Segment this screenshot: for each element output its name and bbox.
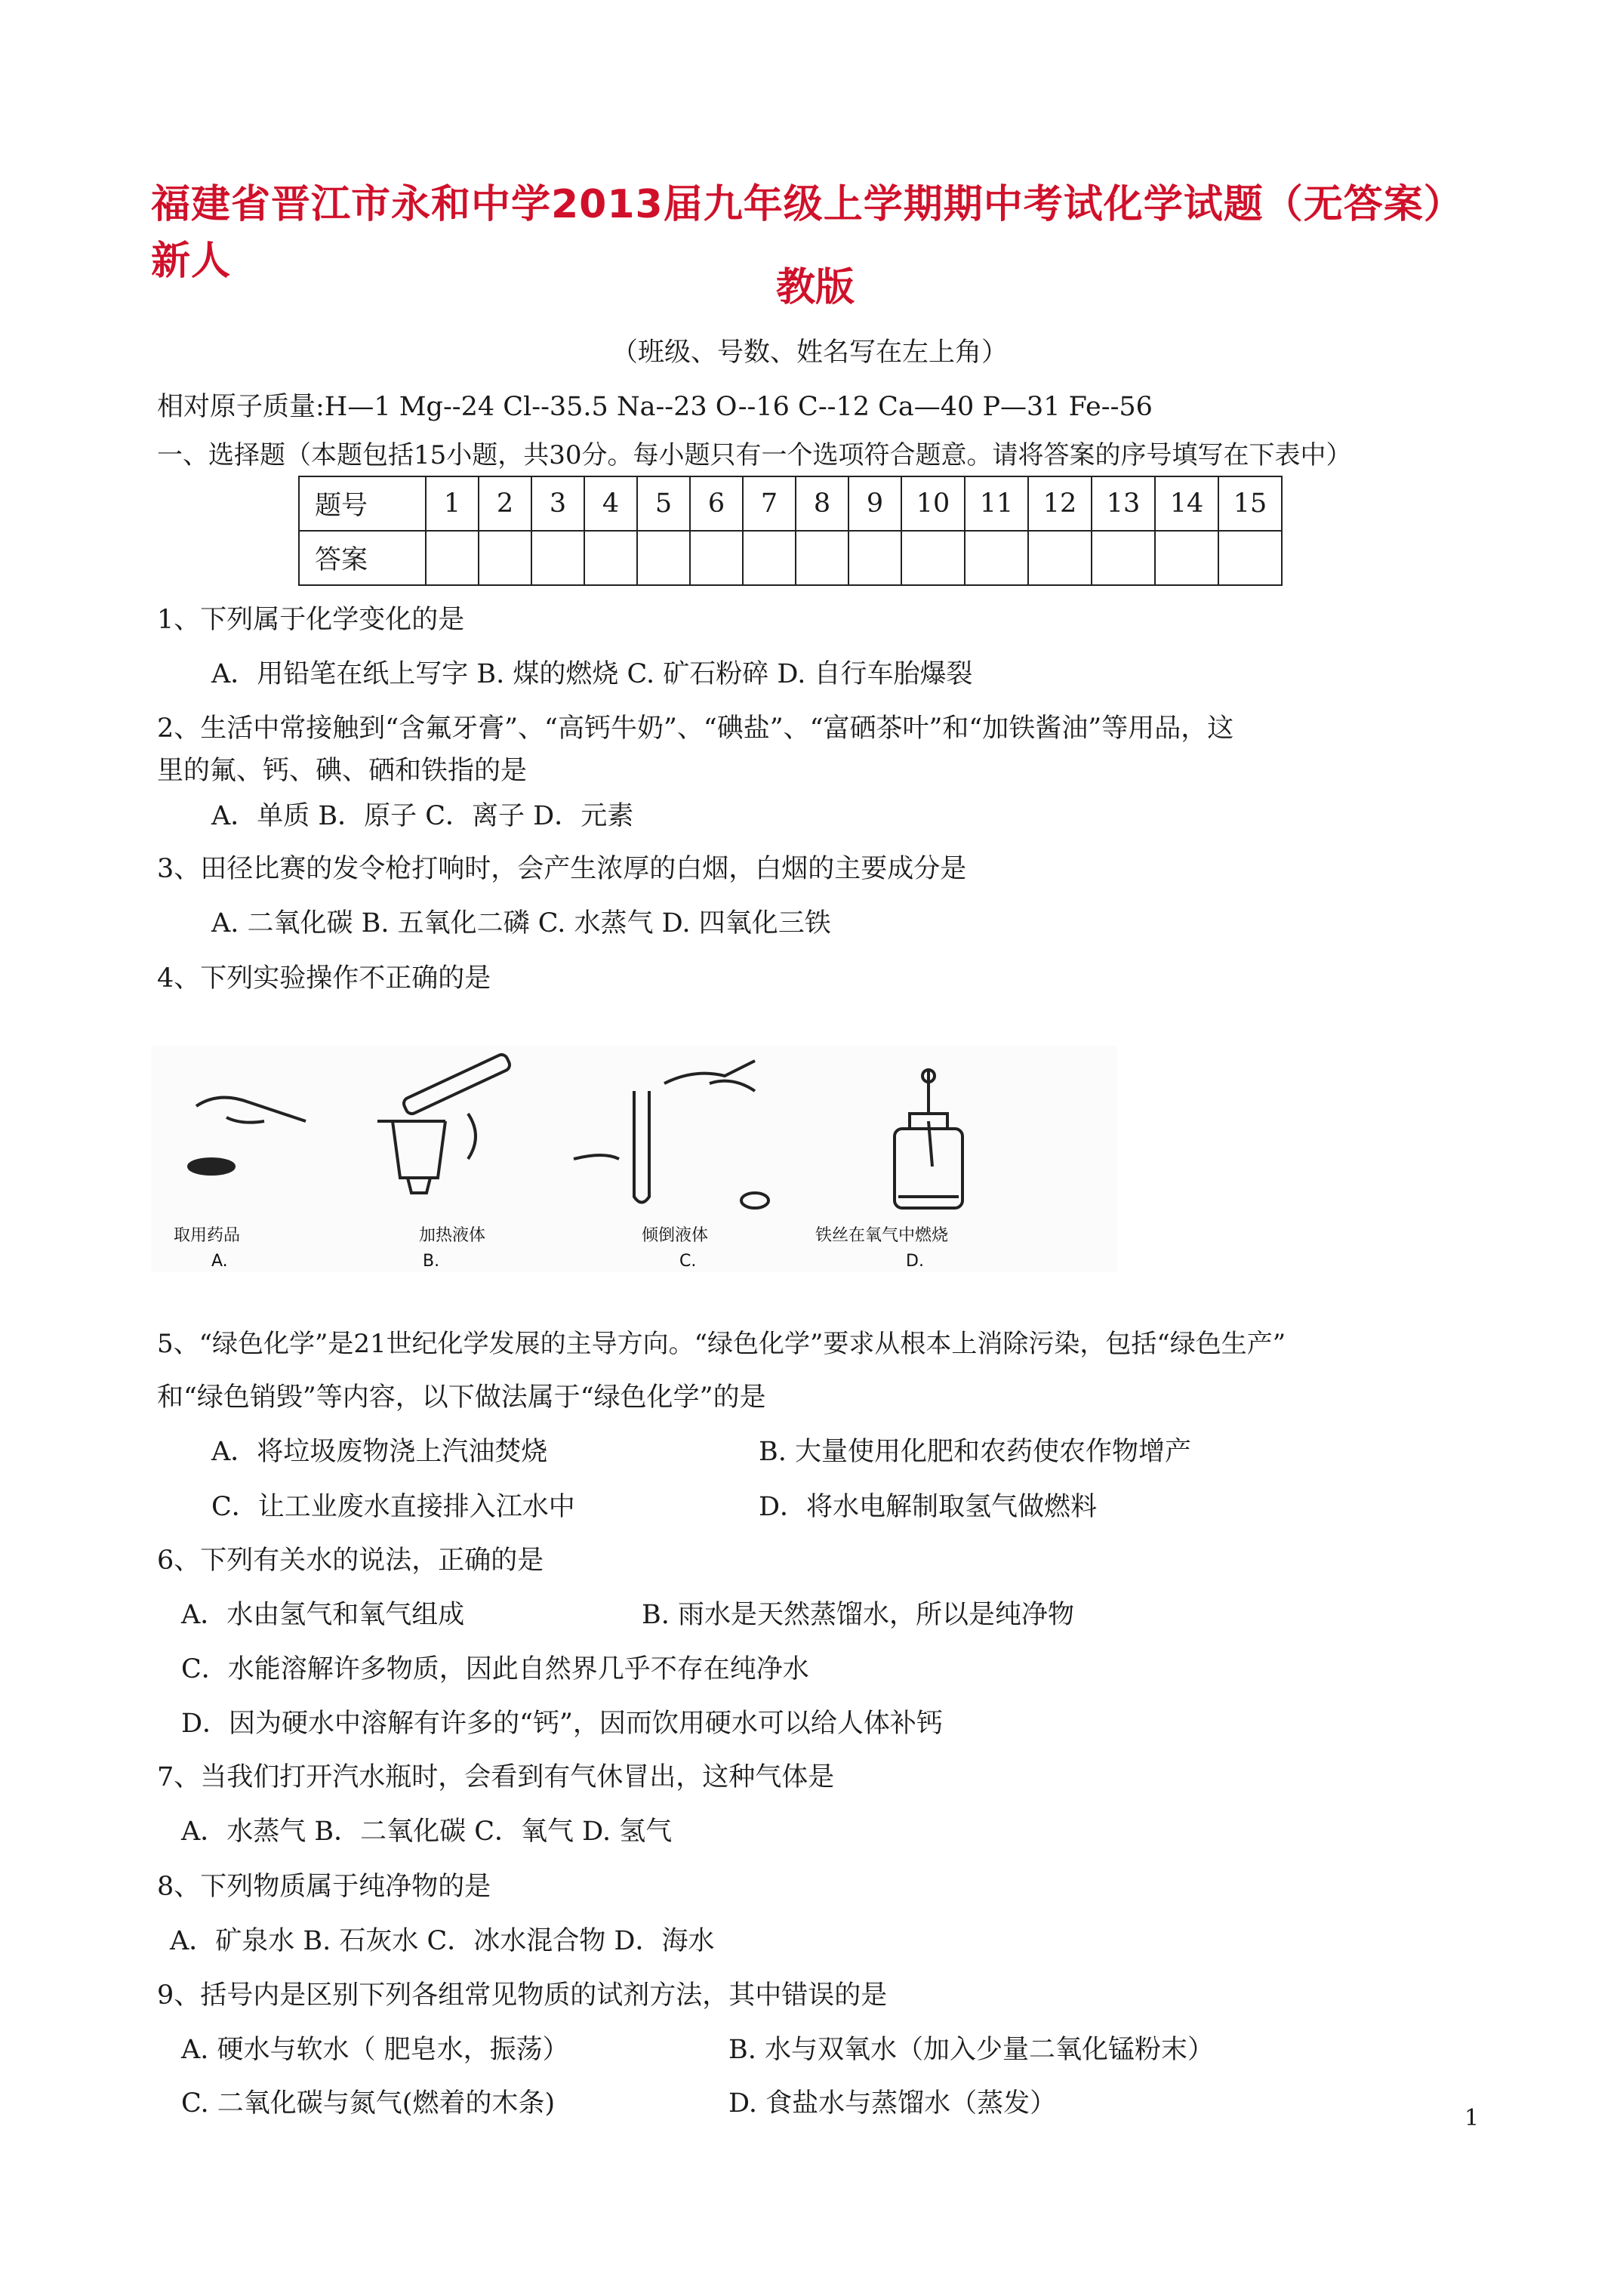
question-7-options: A．水蒸气 B．二氧化碳 C．氧气 D. 氢气	[181, 1817, 673, 1847]
table-number: 14	[1155, 476, 1218, 531]
table-number: 8	[796, 476, 848, 531]
answer-cell[interactable]	[965, 531, 1028, 585]
table-number: 5	[637, 476, 690, 531]
question-5-option-b: B. 大量使用化肥和农药使农作物增产	[759, 1437, 1191, 1467]
exam-title-line2: 教版	[775, 265, 855, 310]
question-9-option-d: D. 食盐水与蒸馏水（蒸发）	[728, 2088, 1057, 2119]
question-6-option-d: D．因为硬水中溶解有许多的“钙”，因而饮用硬水可以给人体补钙	[181, 1709, 943, 1739]
question-5-option-a: A．将垃圾废物浇上汽油焚烧	[211, 1437, 548, 1467]
answer-cell[interactable]	[1155, 531, 1218, 585]
answer-cell[interactable]	[531, 531, 584, 585]
question-9-option-b: B. 水与双氧水（加入少量二氧化锰粉末）	[728, 2035, 1214, 2065]
page-number: 1	[1464, 2105, 1480, 2131]
lab-operations-drawing	[151, 1046, 1117, 1272]
section-heading: 一、选择题（本题包括15小题，共30分。每小题只有一个选项符合题意。请将答案的序号填写在下表中）	[157, 440, 1352, 470]
table-number: 6	[690, 476, 743, 531]
figure-label-b: 加热液体	[419, 1226, 486, 1245]
figure-letter-d: D.	[906, 1252, 924, 1271]
figure-label-d: 铁丝在氧气中燃烧	[815, 1226, 949, 1245]
figure-letter-b: B.	[423, 1252, 440, 1271]
answer-cell[interactable]	[584, 531, 637, 585]
table-number: 11	[965, 476, 1028, 531]
answer-cell[interactable]	[479, 531, 531, 585]
answer-cell[interactable]	[848, 531, 901, 585]
question-2-cont: 里的氟、钙、碘、硒和铁指的是	[157, 756, 528, 786]
table-number: 12	[1028, 476, 1092, 531]
table-number: 7	[743, 476, 796, 531]
answer-cell[interactable]	[901, 531, 965, 585]
question-4: 4、下列实验操作不正确的是	[157, 963, 491, 994]
iron-wire-bottle-icon	[895, 1068, 962, 1208]
answer-cell[interactable]	[796, 531, 848, 585]
table-number: 15	[1218, 476, 1282, 531]
question-8-options: A．矿泉水 B. 石灰水 C．冰水混合物 D．海水	[170, 1926, 715, 1956]
question-1-options: A．用铅笔在纸上写字 B. 煤的燃烧 C. 矿石粉碎 D. 自行车胎爆裂	[211, 659, 973, 689]
answer-cell[interactable]	[1028, 531, 1092, 585]
question-6-option-a: A．水由氢气和氧气组成	[181, 1600, 465, 1630]
lab-operations-figure	[151, 1046, 1117, 1272]
figure-label-c: 倾倒液体	[642, 1226, 709, 1245]
question-5-cont: 和“绿色销毁”等内容，以下做法属于“绿色化学”的是	[157, 1382, 766, 1413]
table-row	[299, 531, 1282, 585]
table-number: 3	[531, 476, 584, 531]
table-label: 答案	[299, 531, 426, 585]
question-5-option-d: D．将水电解制取氢气做燃料	[759, 1492, 1098, 1522]
answer-cell[interactable]	[637, 531, 690, 585]
question-6-option-b: B. 雨水是天然蒸馏水，所以是纯净物	[642, 1600, 1074, 1630]
table-number: 9	[848, 476, 901, 531]
question-5: 5、“绿色化学”是21世纪化学发展的主导方向。“绿色化学”要求从根本上消除污染，包括“绿色生产”	[157, 1329, 1286, 1359]
answer-cell[interactable]	[1092, 531, 1155, 585]
answer-table	[298, 476, 1283, 586]
answer-cell[interactable]	[743, 531, 796, 585]
figure-letter-c: C.	[679, 1252, 697, 1271]
question-9: 9、括号内是区别下列各组常见物质的试剂方法，其中错误的是	[157, 1980, 888, 2011]
question-3-options: A. 二氧化碳 B. 五氧化二磷 C. 水蒸气 D. 四氧化三铁	[211, 908, 831, 938]
heating-tube-icon	[377, 1052, 512, 1193]
answer-cell[interactable]	[1218, 531, 1282, 585]
question-3: 3、田径比赛的发令枪打响时，会产生浓厚的白烟，白烟的主要成分是	[157, 854, 967, 884]
table-number: 2	[479, 476, 531, 531]
header-note: （班级、号数、姓名写在左上角）	[611, 337, 1009, 368]
answer-cell[interactable]	[690, 531, 743, 585]
figure-label-a: 取用药品	[174, 1226, 241, 1245]
question-9-option-c: C. 二氧化碳与氮气(燃着的木条)	[181, 2088, 556, 2119]
question-1: 1、下列属于化学变化的是	[157, 605, 465, 635]
table-label: 题号	[299, 476, 426, 531]
table-number: 4	[584, 476, 637, 531]
figure-letter-a: A.	[211, 1252, 228, 1271]
answer-cell[interactable]	[426, 531, 479, 585]
question-9-option-a: A. 硬水与软水（ 肥皂水，振荡）	[181, 2035, 569, 2065]
pouring-liquid-icon	[574, 1061, 768, 1208]
table-row	[299, 476, 1282, 531]
exam-title: 福建省晋江市永和中学2013届九年级上学期期中考试化学试题（无答案）新人	[151, 182, 1464, 284]
question-7: 7、当我们打开汽水瓶时，会看到有气休冒出，这种气体是	[157, 1762, 835, 1792]
hand-powder-icon	[189, 1098, 306, 1174]
table-number: 13	[1092, 476, 1155, 531]
question-8: 8、下列物质属于纯净物的是	[157, 1872, 491, 1902]
table-number: 1	[426, 476, 479, 531]
atomic-mass-line: 相对原子质量:H—1 Mg--24 Cl--35.5 Na--23 O--16 C--12 Ca—40 P—31 Fe--56	[157, 392, 1153, 422]
question-5-option-c: C．让工业废水直接排入江水中	[211, 1492, 575, 1522]
question-2-options: A．单质 B．原子 C．离子 D．元素	[211, 801, 634, 831]
question-6-option-c: C．水能溶解许多物质，因此自然界几乎不存在纯净水	[181, 1654, 809, 1684]
table-number: 10	[901, 476, 965, 531]
question-6: 6、下列有关水的说法，正确的是	[157, 1546, 544, 1576]
question-2: 2、生活中常接触到“含氟牙膏”、“高钙牛奶”、“碘盐”、“富硒茶叶”和“加铁酱油”等用品，这	[157, 713, 1234, 744]
